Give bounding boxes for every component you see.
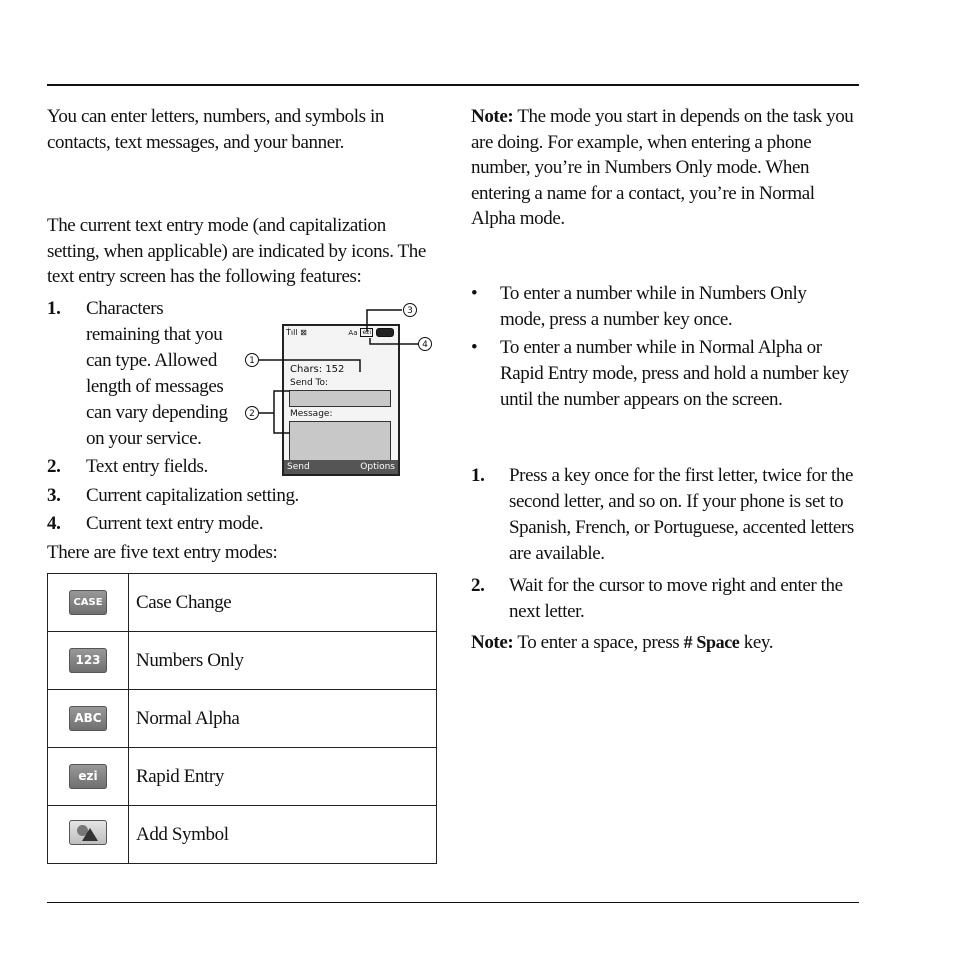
note-text-end: key. [743, 632, 774, 653]
signal-icon: Ṫıll ⊠ [286, 328, 307, 337]
numbers-only-icon: 123 [69, 648, 107, 673]
feature-item-3 [47, 483, 427, 509]
table-row [48, 690, 437, 748]
mode-indicator: ezi [362, 329, 371, 336]
bullet-icon: • [471, 283, 478, 304]
chars-remaining: Chars: 152 [290, 364, 345, 375]
feature-number: 3. [47, 485, 61, 506]
bullet-text: To enter a number while in Numbers Only mode, press a number key once. [500, 283, 807, 330]
mode-label: Normal Alpha [129, 690, 437, 748]
rapid-entry-icon: ezi [69, 764, 107, 789]
table-row [48, 806, 437, 864]
add-symbol-icon [69, 820, 107, 845]
mode-label: Rapid Entry [129, 748, 437, 806]
feature-text: Current capitalization setting. [86, 485, 299, 506]
note-text: To enter a space, press [517, 632, 680, 653]
normal-alpha-icon: ABC [69, 706, 107, 731]
mode-label: Case Change [129, 574, 437, 632]
intro-paragraph: You can enter letters, numbers, and symbols in contacts, text messages, and your banner. [47, 106, 384, 153]
case-change-icon: CASE [69, 590, 107, 615]
step-text: Press a key once for the first letter, twice for the second letter, and so on. If your phone is set to Spanish, French, or Portuguese, accented letters are available. [509, 465, 854, 564]
note-space [471, 630, 859, 656]
feature-1-line: length of messages [86, 376, 224, 397]
softkey-send: Send [287, 462, 310, 472]
table-row [48, 632, 437, 690]
modes-intro: There are five text entry modes: [47, 542, 278, 563]
bullet-icon: • [471, 337, 478, 358]
feature-text: Text entry fields. [86, 456, 208, 477]
feature-1-line: remaining that you [86, 324, 223, 345]
note-text: The mode you start in depends on the task you are doing. For example, when entering a phone number, you’re in Numbers Only mode. When entering a name for a contact, you’re in Normal Alpha mode. [471, 106, 854, 229]
softkey-options: Options [360, 462, 395, 472]
mode-label: Numbers Only [129, 632, 437, 690]
mode-label: Add Symbol [129, 806, 437, 864]
table-row [48, 748, 437, 806]
softkey-bar [284, 460, 398, 474]
feature-1-line: on your service. [86, 428, 202, 449]
case-indicator: Aa [348, 328, 358, 337]
bottom-rule [47, 902, 859, 903]
feature-1-line: can type. Allowed [86, 350, 217, 371]
table-row [48, 574, 437, 632]
number-bullet-1 [471, 281, 851, 333]
space-key-label: # Space [683, 632, 740, 652]
feature-number: 2. [47, 456, 61, 477]
feature-1-line: Characters [86, 298, 164, 319]
note-mode-start [471, 104, 859, 232]
letter-step-2 [471, 573, 859, 625]
callout-2: 2 [245, 406, 259, 420]
step-number: 2. [471, 575, 485, 596]
callout-3: 3 [403, 303, 417, 317]
text-entry-modes-table [47, 573, 437, 864]
feature-number: 4. [47, 513, 61, 534]
top-rule [47, 84, 859, 86]
step-text: Wait for the cursor to move right and enter the next letter. [509, 575, 843, 622]
feature-item-1 [47, 296, 247, 452]
send-to-label: Send To: [290, 378, 329, 388]
callout-1: 1 [245, 353, 259, 367]
callout-lines [240, 300, 440, 460]
bullet-text: To enter a number while in Normal Alpha or Rapid Entry mode, press and hold a number key until the number appears on the screen. [500, 337, 849, 410]
note-label: Note: [471, 632, 514, 653]
feature-item-4 [47, 511, 427, 537]
feature-1-line: can vary depending [86, 402, 228, 423]
feature-text: Current text entry mode. [86, 513, 264, 534]
step-number: 1. [471, 465, 485, 486]
feature-number: 1. [47, 298, 61, 319]
mode-intro-paragraph: The current text entry mode (and capitalization setting, when applicable) are indicated by icons. The text entry screen has the following features: [47, 215, 426, 287]
message-label: Message: [290, 409, 333, 419]
note-label: Note: [471, 106, 514, 127]
letter-step-1 [471, 463, 859, 567]
callout-4: 4 [418, 337, 432, 351]
number-bullet-2 [471, 335, 856, 413]
